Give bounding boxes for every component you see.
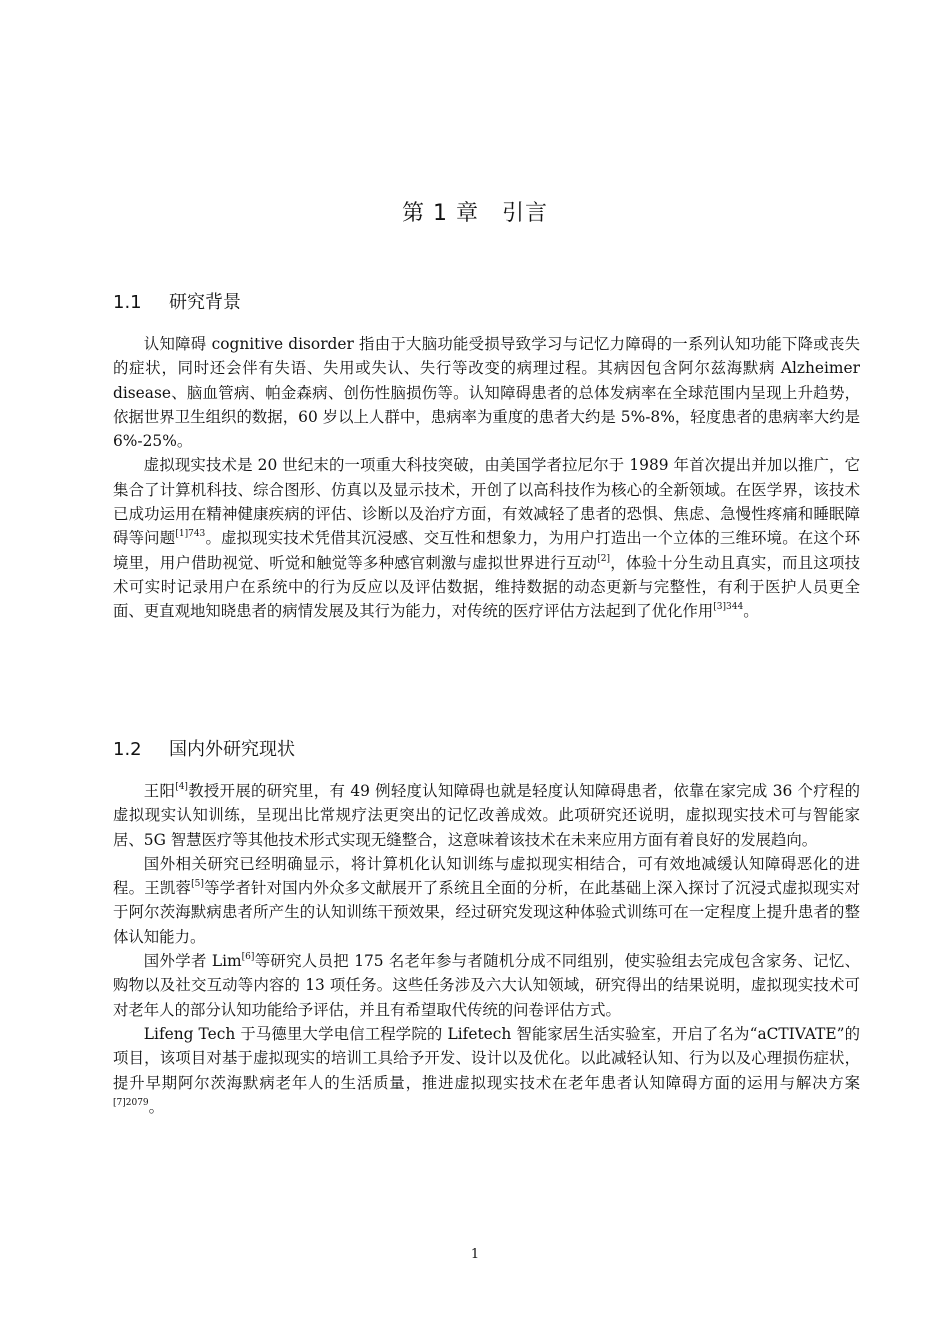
citation-ref: [2] [597,553,611,564]
section-body [113,332,860,624]
text-run: 虚拟现实技术是 20 世纪末的一项重大科技突破，由美国学者拉尼尔于 1989 年首次提出并加以推广，它集合了计算机科技、综合图形、仿真以及显示技术，开创了以高科技作为核心的全新领域。在医学界，该技术已成功运用在精神健康疾病的评估、诊断以及治疗方面，有效减轻了患者的恐惧、焦虑、急慢性疼痛和睡眠障碍等问题 [113,456,860,548]
text-run: 。虚拟现实技术凭借其沉浸感、交互性和想象力，为用户打造出一个立体的三维环境。在这个环境里，用户借助视觉、听觉和触觉等多种感官刺激与虚拟世界进行互动 [113,529,860,572]
text-run: 国外相关研究已经明确显示，将计算机化认知训练与虚拟现实相结合，可有效地减缓认知障碍恶化的进程。王凯蓉 [113,854,860,898]
text-run: 。 [743,602,759,621]
text-run: Lifeng Tech 于马德里大学电信工程学院的 Lifetech 智能家居生活实验室，开启了名为“aCTIVATE”的项目，该项目对基于虚拟现实的培训工具给予开发、设计以及优化。以此减轻认知、行为以及心理损伤症状，提升早期阿尔茨海默病老年人的生活质量，推进虚拟现实技术在老年患者认知障碍方面的运用与解决方案 [113,1024,860,1092]
text-run: 等研究人员把 175 名老年参与者随机分成不同组别，使实验组去完成包含家务、记忆、购物以及社交互动等内容的 13 项任务。这些任务涉及六大认知领域，研究得出的结果说明，虚拟现实技术可对老年人的部分认知功能给予评估，并且有希望取代传统的问卷评估方式。 [113,952,860,1019]
body-paragraph [113,779,860,852]
page-number: 1 [470,1247,480,1262]
section-number: 1.2 [113,739,142,760]
citation-ref: [1]743 [175,529,206,540]
text-run: 。 [148,1097,165,1116]
citation-ref: [3]344 [713,602,744,613]
citation-ref: [6] [241,952,255,963]
citation-ref: [7]2079 [113,1097,149,1108]
text-run: ，体验十分生动且真实，而且这项技术可实时记录用户在系统中的行为反应以及评估数据，维持数据的动态更新与完整性，有利于医护人员更全面、更直观地知晓患者的病情发展及其行为能力，对传统的医疗评估方法起到了优化作用 [113,553,860,621]
text-run: 王阳 [143,782,176,800]
section-heading [113,288,853,314]
section-body [113,779,860,1119]
citation-ref: [4] [175,782,188,792]
text-run: 等学者针对国内外众多文献展开了系统且全面的分析，在此基础上深入探讨了沉浸式虚拟现实对于阿尔茨海默病患者所产生的认知训练干预效果，经过研究发现这种体验式训练可在一定程度上提升患者的整体认知能力。 [113,879,860,946]
chapter-title: 第 1 章 引言 [402,201,548,226]
citation-ref: [5] [191,879,204,890]
text-run: 教授开展的研究里，有 49 例轻度认知障碍也就是轻度认知障碍患者，依靠在家完成 36 个疗程的虚拟现实认知训练，呈现出比常规疗法更突出的记忆改善成效。此项研究还说明，虚拟现实技术可与智能家居、5G 智慧医疗等其他技术形式实现无缝整合，这意味着该技术在未来应用方面有着良好的发展趋向。 [113,782,860,849]
body-paragraph [113,852,860,949]
body-paragraph [113,332,860,453]
section-title: 研究背景 [169,292,241,313]
text-run: 国外学者 Lim [143,952,242,971]
text-run: 认知障碍 cognitive disorder 指由于大脑功能受损导致学习与记忆力障碍的一系列认知功能下降或丧失的症状，同时还会伴有失语、失用或失认、失行等改变的病理过程。其病因包含阿尔兹海默病 Alzheimer disease、脑血管病、帕金森病、创伤性脑损伤等。认知障碍患者的总体发病率在全球范围内呈现上升趋势，依据世界卫生组织的数据，60 岁以上人群中，患病率为重度的患者大约是 5%-8%，轻度患者的患病率大约是 6%-25%。 [113,335,860,451]
body-paragraph [113,949,860,1022]
section-title: 国内外研究现状 [169,739,295,760]
section-heading [113,735,853,761]
body-paragraph [113,1022,860,1119]
body-paragraph [113,453,860,623]
section-number: 1.1 [113,292,142,313]
